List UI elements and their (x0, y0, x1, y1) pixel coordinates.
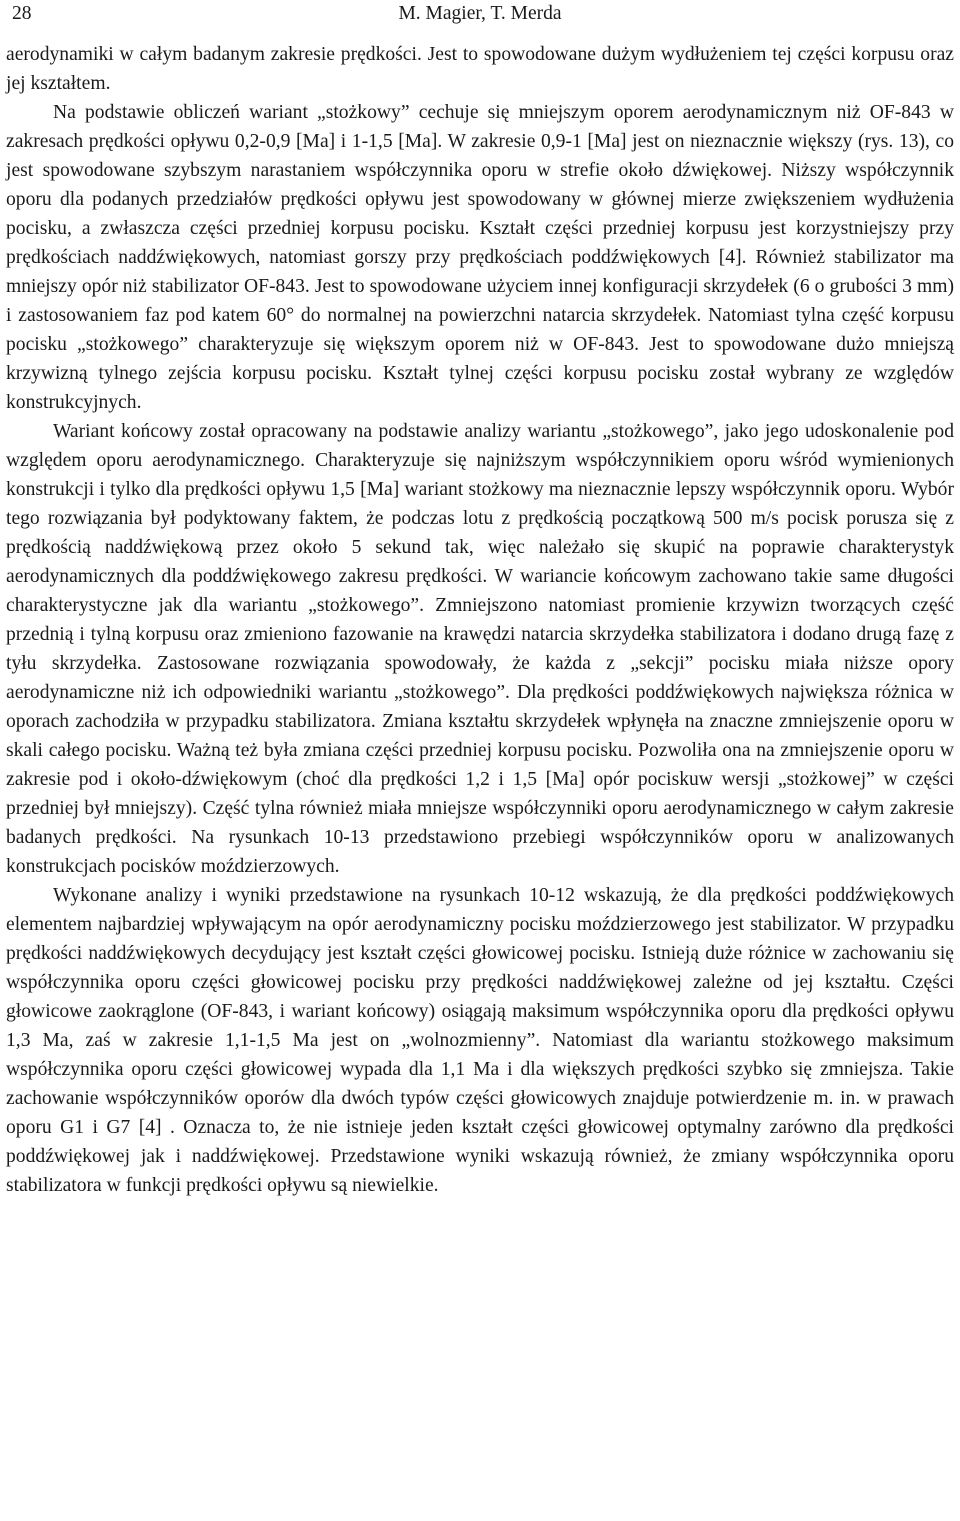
page-header (6, 0, 954, 28)
page-number: 28 (12, 3, 32, 24)
body-text (6, 40, 954, 1200)
running-head-authors: M. Magier, T. Merda (398, 3, 562, 24)
paragraph-continuation: aerodynamiki w całym badanym zakresie prędkości. Jest to spowodowane dużym wydłużeniem tej części korpusu oraz jej kształtem. (6, 44, 954, 94)
paragraph-analysis-results: Wykonane analizy i wyniki przedstawione na rysunkach 10-12 wskazują, że dla prędkości poddźwiękowych elementem najbardziej wpływającym na opór aerodynamiczny pocisku moździerzowego jest stabilizator. W przypadku prędkości naddźwiękowych decydujący jest kształt części głowicowej pocisku. Istnieją duże różnice w zachowaniu się współczynnika oporu części głowicowej pocisku przy prędkości naddźwiękowej zależne od jej kształtu. Części głowicowe zaokrąglone (OF-843, i wariant końcowy) osiągają maksimum współczynnika oporu dla prędkości opływu 1,3 Ma, zaś w zakresie 1,1-1,5 Ma jest on „wolnozmienny”. Natomiast dla wariantu stożkowego maksimum współczynnika oporu części głowicowej wypada dla 1,1 Ma i dla większych prędkości szybko się zmniejsza. Takie zachowanie współczynników oporów dla dwóch typów części głowicowych znajduje potwierdzenie m. in. w prawach oporu G1 i G7 [4] . Oznacza to, że nie istnieje jeden kształt części głowicowej optymalny zarówno dla prędkości poddźwiękowej jak i naddźwiękowej. Przedstawione wyniki wskazują również, że zmiany współczynnika oporu stabilizatora w funkcji prędkości opływu są niewielkie. (6, 885, 954, 1196)
paragraph-final-variant: Wariant końcowy został opracowany na podstawie analizy wariantu „stożkowego”, jako jego udoskonalenie pod względem oporu aerodynamicznego. Charakteryzuje się najniższym współczynnikiem oporu wśród wymienionych konstrukcji i tylko dla prędkości opływu 1,5 [Ma] wariant stożkowy ma nieznacznie lepszy współczynnik oporu. Wybór tego rozwiązania był podyktowany faktem, że podczas lotu z prędkością początkową 500 m/s pocisk porusza się z prędkością naddźwiękową przez około 5 sekund tak, więc należało się skupić na poprawie charakterystyk aerodynamicznych dla poddźwiękowego zakresu prędkości. W wariancie końcowym zachowano takie same długości charakterystyczne jak dla wariantu „stożkowego”. Zmniejszono natomiast promienie krzywizn tworzących część przednią i tylną korpusu oraz zmieniono fazowanie na krawędzi natarcia skrzydełka stabilizatora i dodano drugą fazę z tyłu skrzydełka. Zastosowane rozwiązania spowodowały, że każda z „sekcji” pocisku miała niższe opory aerodynamiczne niż ich odpowiedniki wariantu „stożkowego”. Dla prędkości poddźwiękowych największa różnica w oporach zachodziła w przypadku stabilizatora. Zmiana kształtu skrzydełek wpłynęła na znaczne zmniejszenie oporu w skali całego pocisku. Ważną też była zmiana części przedniej korpusu pocisku. Pozwoliła ona na zmniejszenie oporu w zakresie pod i około-dźwiękowym (choć dla prędkości 1,2 i 1,5 [Ma] opór pociskuw wersji „stożkowej” w części przedniej był mniejszy). Część tylna również miała mniejsze współczynniki oporu aerodynamicznego w całym zakresie badanych prędkości. Na rysunkach 10-13 przedstawiono przebiegi współczynników oporu w analizowanych konstrukcjach pocisków moździerzowych. (6, 421, 954, 877)
paragraph-stozkowy-variant: Na podstawie obliczeń wariant „stożkowy” cechuje się mniejszym oporem aerodynamicznym niż OF-843 w zakresach prędkości opływu 0,2-0,9 [Ma] i 1-1,5 [Ma]. W zakresie 0,9-1 [Ma] jest on nieznacznie większy (rys. 13), co jest spowodowane szybszym narastaniem współczynnika oporu w strefie około dźwiękowej. Niższy współczynnik oporu dla podanych przedziałów prędkości opływu jest spowodowany w głównej mierze zwiększeniem wydłużenia pocisku, a zwłaszcza części przedniej korpusu pocisku. Kształt części przedniej korpusu jest korzystniejszy przy prędkościach naddźwiękowych, natomiast gorszy przy prędkościach poddźwiękowych [4]. Również stabilizator ma mniejszy opór niż stabilizator OF-843. Jest to spowodowane użyciem innej konfiguracji skrzydełek (6 o grubości 3 mm) i zastosowaniem faz pod katem 60° do normalnej na powierzchni natarcia skrzydełek. Natomiast tylna część korpusu pocisku „stożkowego” charakteryzuje się większym oporem niż w OF-843. Jest to spowodowane dużo mniejszą krzywizną tylnego zejścia korpusu pocisku. Kształt tylnej części korpusu pocisku został wybrany ze względów konstrukcyjnych. (6, 102, 954, 413)
